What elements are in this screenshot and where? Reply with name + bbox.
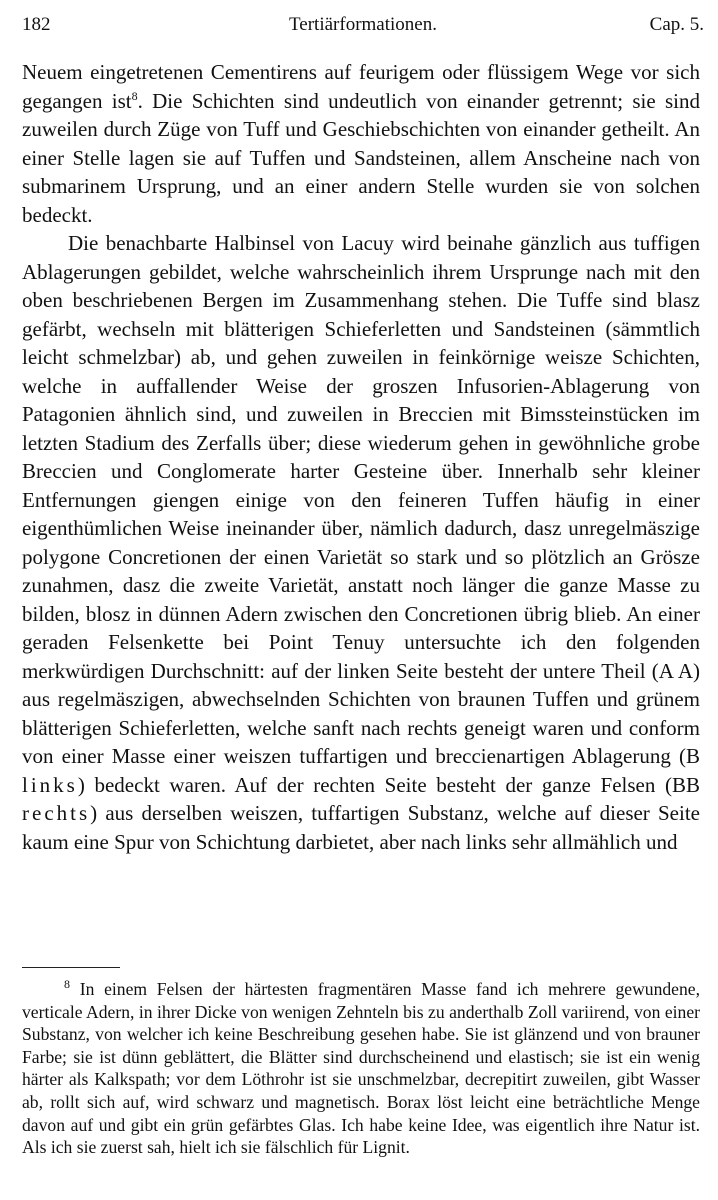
paragraph-1-text-a: Neuem eingetretenen Cementirens auf feurigem oder flüssigem Wege vor sich gegangen ist xyxy=(22,60,700,113)
footnote-text: In einem Felsen der härtesten fragmentären Masse fand ich mehrere gewundene, verticale Adern, in ihrer Dicke von wenigen Zehnteln bis zu anderthalb Zoll variirend, von einer Substanz, von welcher ich keine Beschreibung gesehen habe. Sie ist glänzend und von brauner Farbe; sie ist dünn geblättert, die Blätter sind durchscheinend und elastisch; sie ist ein wenig härter als Kalkspath; vor dem Löthrohr ist sie unschmelzbar, decrepitirt zuweilen, gibt Wasser ab, rollt sich auf, wird schwarz und magnetisch. Borax löst leicht eine beträchtliche Menge davon auf und gibt ein grün gefärbtes Glas. Ich habe keine Idee, was eigentlich ihre Natur ist. Als ich sie zuerst sah, hielt ich sie fälschlich für Lignit. xyxy=(22,979,700,1158)
chapter-label: Cap. 5. xyxy=(649,14,704,35)
footnote-reference: 8 xyxy=(131,88,138,103)
paragraph-2 xyxy=(22,229,700,856)
footnote-divider xyxy=(22,967,120,968)
footnote xyxy=(22,978,700,1159)
main-text xyxy=(22,58,700,856)
spaced-word-links: links xyxy=(22,772,78,797)
paragraph-1-text-b: . Die Schichten sind undeutlich von einander getrennt; sie sind zuweilen durch Züge von Tuff und Geschiebschichten von einander getheilt. An einer Stelle lagen sie auf Tuffen und Sandsteinen, allem Anscheine nach von submarinem Ursprung, und an einer andern Stelle wurden sie von solchen bedeckt. xyxy=(22,88,700,227)
footnote-marker: 8 xyxy=(64,977,70,992)
paragraph-2-text-b: ) bedeckt waren. Auf der rechten Seite besteht der ganze Felsen (BB xyxy=(77,772,700,797)
paragraph-2-text-a: Die benachbarte Halbinsel von Lacuy wird beinahe gänzlich aus tuffigen Ablagerungen gebildet, welche wahrscheinlich ihrem Ursprunge nach mit den oben beschriebenen Bergen im Zusammenhang stehen. Die Tuffe sind blasz gefärbt, wechseln mit blätterigen Schieferletten und Sandsteinen (sämmtlich leicht schmelzbar) ab, und gehen zuweilen in feinkörnige weisze Schichten, welche in auffallender Weise der groszen Infusorien-Ablagerung von Patagonien ähnlich sind, und zuweilen in Breccien mit Bimssteinstücken im letzten Stadium des Zerfalls über; diese wiederum gehen in gewöhnliche grobe Breccien und Conglomerate harter Gesteine über. Innerhalb sehr kleiner Entfernungen giengen einige von den feineren Tuffen häufig in einer eigenthümlichen Weise ineinander über, nämlich dadurch, dasz unregelmäszige polygone Concretionen der einen Varietät so stark und so plötzlich an Grösze zunahmen, dasz die zweite Varietät, anstatt noch länger die ganze Masse zu bilden, blosz in dünnen Adern zwischen den Concretionen übrig blieb. An einer geraden Felsenkette bei Point Tenuy untersuchte ich den folgenden merkwürdigen Durchschnitt: auf der linken Seite besteht der untere Theil (A A) aus regelmäszigen, abwechselnden Schichten von braunen Tuffen und grünem blätterigen Schieferletten, welche sanft nach rechts geneigt waren und conform von einer Masse einer weiszen tuffartigen und breccienartigen Ablagerung (B xyxy=(22,231,700,768)
paragraph-2-text-c: ) aus derselben weiszen, tuffartigen Substanz, welche auf dieser Seite kaum eine Spur von Schichtung darbietet, aber nach links sehr allmählich und xyxy=(22,801,700,854)
running-header xyxy=(22,14,704,44)
spaced-word-rechts: rechts xyxy=(22,801,91,825)
paragraph-1 xyxy=(22,58,700,229)
footnote-paragraph xyxy=(22,978,700,1159)
running-title: Tertiärformationen. xyxy=(289,14,437,35)
page-number: 182 xyxy=(22,14,51,35)
